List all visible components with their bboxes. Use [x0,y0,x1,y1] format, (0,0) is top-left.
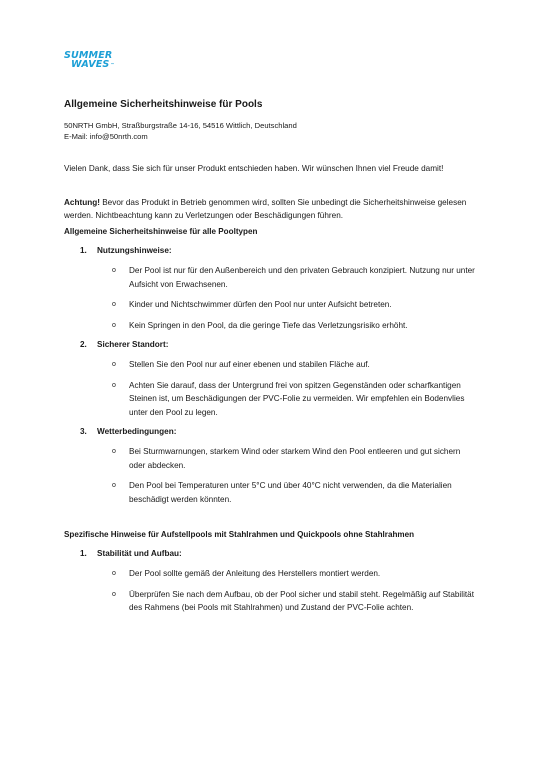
section-heading-specific: Spezifische Hinweise für Aufstellpools mit Stahlrahmen und Quickpools ohne Stahlrahmen [64,530,415,539]
bullet-item [64,298,476,312]
item-title: Wetterbedingungen: [97,427,177,436]
bullet-text: Der Pool ist nur für den Außenbereich und den privaten Gebrauch konzipiert. Nutzung nur unter Aufsicht von Erwachsenen. [129,266,475,289]
bullet-marker: o [112,301,116,308]
bullet-text: Bei Sturmwarnungen, starkem Wind oder starkem Wind den Pool entleeren und gut sichern oder abdecken. [129,447,461,470]
bullet-list [64,567,476,615]
bullet-text: Achten Sie darauf, dass der Untergrund frei von spitzen Gegenständen oder scharfkantigen Steinen ist, um Beschädigungen der PVC-Folie zu vermeiden. Wir empfehlen ein Bodenvlies unter den Pool zu legen. [129,380,465,417]
bullet-item [64,445,476,472]
address-line: 50NRTH GmbH, Straßburgstraße 14-16, 54516 Wittlich, Deutschland [64,121,297,130]
bullet-marker: o [112,448,116,455]
document-body [64,99,476,615]
bullet-item [64,588,476,615]
bullet-marker: o [112,381,116,389]
numbered-item [64,339,476,419]
bullet-item [64,567,476,581]
summer-waves-logo [64,51,138,73]
warning-text: Bevor das Produkt in Betrieb genommen wird, sollten Sie unbedingt die Sicherheitshinweise gelesen werden. Nichtbeachtung kann zu Verletzungen oder Beschädigungen führen. [64,198,467,220]
bullet-text: Stellen Sie den Pool nur auf einer ebenen und stabilen Fläche auf. [129,360,370,369]
bullet-list [64,358,476,419]
logo-line1: SUMMER [64,50,113,61]
item-title: Stabilität und Aufbau: [97,549,182,558]
bullet-item [64,358,476,372]
bullet-item [64,479,476,506]
bullet-text: Kinder und Nichtschwimmer dürfen den Pool nur unter Aufsicht betreten. [129,300,392,309]
bullet-text: Kein Springen in den Pool, da die geringe Tiefe das Verletzungsrisiko erhöht. [129,320,408,330]
bullet-marker: o [112,321,116,329]
general-section-list [64,245,476,506]
warning-label: Achtung! [64,198,100,207]
item-number: 2. [80,340,87,349]
company-address [64,120,476,142]
item-number: 1. [80,549,87,558]
bullet-marker: o [112,361,116,368]
item-title: Nutzungshinweise: [97,246,172,255]
bullet-marker: o [112,590,116,598]
item-number: 1. [80,246,87,255]
bullet-item [64,264,476,291]
bullet-text: Den Pool bei Temperaturen unter 5°C und über 40°C nicht verwenden, da die Materialien beschädigt werden könnten. [129,481,452,504]
warning-paragraph [64,196,476,222]
bullet-marker: o [112,570,116,577]
numbered-item [64,548,476,615]
bullet-item [64,379,476,420]
bullet-item [64,319,476,333]
section-heading-general: Allgemeine Sicherheitshinweise für alle Pooltypen [64,227,258,236]
email-line: E-Mail: info@50nrth.com [64,132,148,141]
item-title: Sicherer Standort: [97,340,169,349]
bullet-marker: o [112,482,116,489]
bullet-list [64,264,476,332]
specific-section-list [64,548,476,615]
bullet-marker: o [112,267,116,274]
bullet-list [64,445,476,506]
item-number: 3. [80,427,87,436]
bullet-text: Überprüfen Sie nach dem Aufbau, ob der Pool sicher und stabil steht. Regelmäßig auf Stabilität des Rahmens (bei Pools mit Stahlrahmen) und Zustand der PVC-Folie achten. [129,589,474,612]
thanks-paragraph: Vielen Dank, dass Sie sich für unser Produkt entschieden haben. Wir wünschen Ihnen viel Freude damit! [64,164,444,173]
logo-line2: WAVES™ [71,59,115,70]
bullet-text: Der Pool sollte gemäß der Anleitung des Herstellers montiert werden. [129,569,381,578]
page-title: Allgemeine Sicherheitshinweise für Pools [64,99,263,110]
numbered-item [64,426,476,506]
numbered-item [64,245,476,332]
